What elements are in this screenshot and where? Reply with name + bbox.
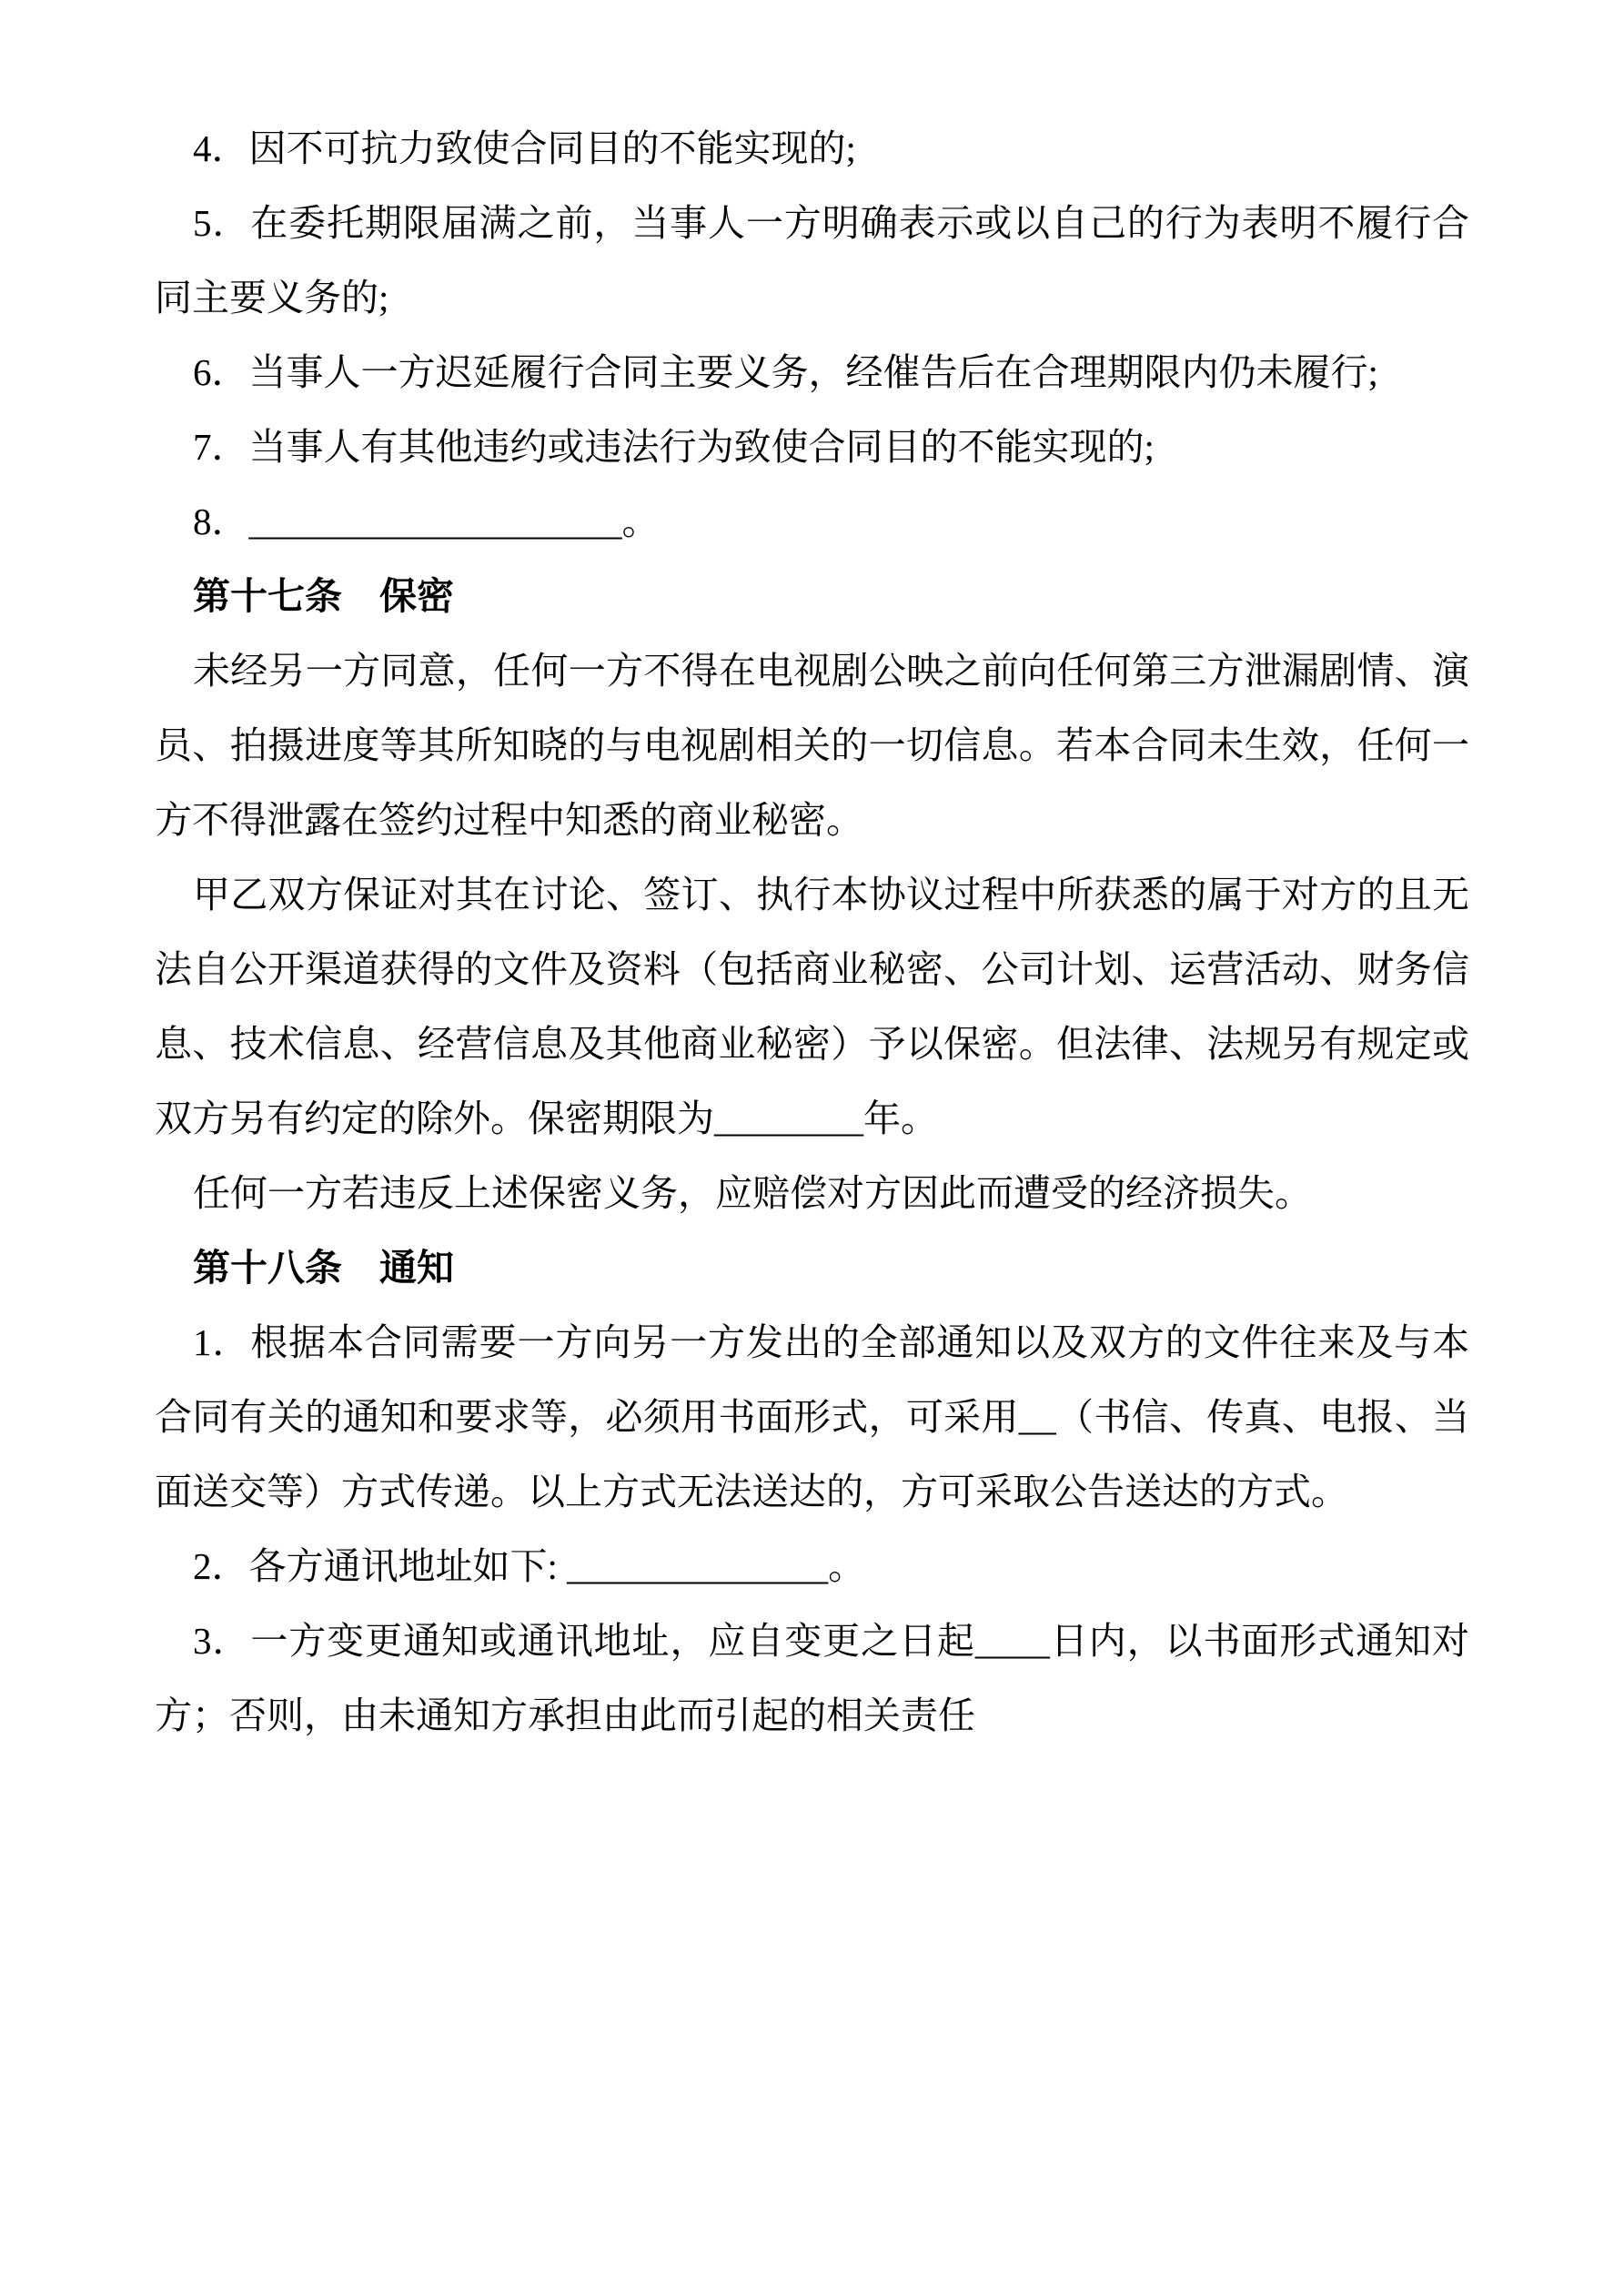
notice-paragraph-2-address-blank: 2．各方通讯地址如下: ______________。 bbox=[193, 1545, 866, 1587]
notice-paragraph-3: 3．一方变更通知或通讯地址，应自变更之日起____日内，以书面形式通知对方；否则，由未通知方承担由此而引起的相关责任 bbox=[155, 1620, 1469, 1736]
clause-item-4: 4．因不可抗力致使合同目的不能实现的; bbox=[193, 127, 856, 169]
confidentiality-paragraph-1: 未经另一方同意，任何一方不得在电视剧公映之前向任何第三方泄漏剧情、演员、拍摄进度等其所知晓的与电视剧相关的一切信息。若本合同未生效，任何一方不得泄露在签约过程中知悉的商业秘密。 bbox=[155, 650, 1469, 841]
clause-item-5: 5．在委托期限届满之前，当事人一方明确表示或以自己的行为表明不履行合同主要义务的; bbox=[155, 202, 1469, 319]
clause-item-8-blank: 8．____________________。 bbox=[193, 501, 660, 542]
confidentiality-paragraph-3: 任何一方若违反上述保密义务，应赔偿对方因此而遭受的经济损失。 bbox=[193, 1172, 1312, 1214]
clause-item-6: 6．当事人一方迟延履行合同主要义务，经催告后在合理期限内仍未履行; bbox=[193, 351, 1378, 393]
article-18-heading: 第十八条 通知 bbox=[193, 1247, 454, 1289]
confidentiality-paragraph-2: 甲乙双方保证对其在讨论、签订、执行本协议过程中所获悉的属于对方的且无法自公开渠道获得的文件及资料（包括商业秘密、公司计划、运营活动、财务信息、技术信息、经营信息及其他商业秘密）予以保密。但法律、法规另有规定或双方另有约定的除外。保密期限为________年。 bbox=[155, 874, 1469, 1139]
article-17-heading: 第十七条 保密 bbox=[193, 575, 454, 617]
clause-item-7: 7．当事人有其他违约或违法行为致使合同目的不能实现的; bbox=[193, 426, 1155, 468]
notice-paragraph-1: 1．根据本合同需要一方向另一方发出的全部通知以及双方的文件往来及与本合同有关的通知和要求等，必须用书面形式，可采用__（书信、传真、电报、当面送交等）方式传递。以上方式无法送达的，方可采取公告送达的方式。 bbox=[155, 1321, 1469, 1512]
